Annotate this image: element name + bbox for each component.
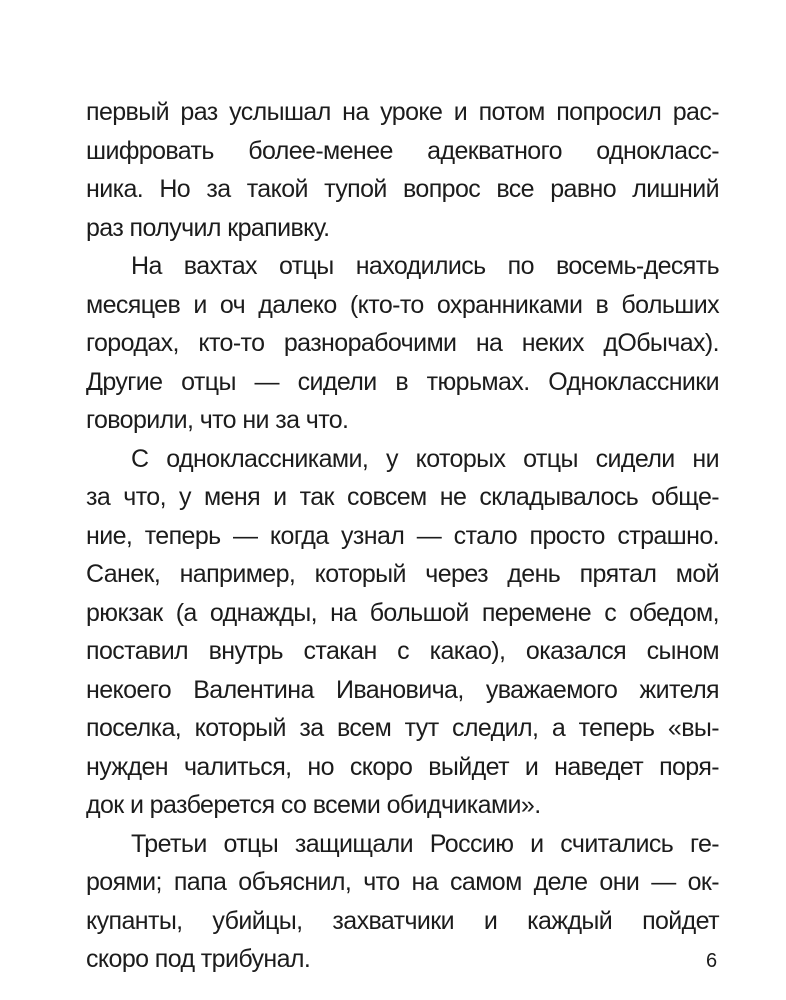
text-line: скоро под трибунал. bbox=[86, 945, 311, 973]
text-line: На вахтах отцы находились по восемь-десять bbox=[131, 252, 719, 280]
text-line: ние, теперь — когда узнал — стало просто страшно. bbox=[86, 521, 719, 550]
text-line: поселка, который за всем тут следил, а теперь «вы- bbox=[86, 714, 719, 742]
text-line: шифровать более-менее адекватного однокласс- bbox=[86, 136, 719, 165]
text-line: купанты, убийцы, захватчики и каждый пойдет bbox=[86, 906, 719, 935]
text-line: за что, у меня и так совсем не складывалось обще- bbox=[86, 483, 719, 511]
paragraph-1 bbox=[86, 93, 719, 247]
text-line: некоего Валентина Ивановича, уважаемого жителя bbox=[86, 675, 719, 704]
text-line: роями; папа объяснил, что на самом деле они — ок- bbox=[86, 868, 719, 896]
text-line: ника. Но за такой тупой вопрос все равно лишний bbox=[86, 175, 719, 203]
text-line: городах, кто-то разнорабочими на неких дОбычах). bbox=[86, 329, 719, 357]
page-number: 6 bbox=[706, 950, 718, 972]
page-body bbox=[86, 93, 719, 979]
paragraph-4 bbox=[86, 825, 719, 979]
text-line: месяцев и оч далеко (кто-то охранниками в больших bbox=[86, 290, 719, 319]
text-line: рюкзак (а однажды, на большой перемене с обедом, bbox=[86, 598, 719, 627]
paragraph-2 bbox=[86, 247, 719, 440]
text-line: говорили, что ни за что. bbox=[86, 406, 349, 434]
paragraph-3 bbox=[86, 440, 719, 825]
text-line: Санек, например, который через день прятал мой bbox=[86, 560, 719, 588]
text-line: поставил внутрь стакан с какао), оказался сыном bbox=[86, 637, 719, 665]
text-line: док и разберется со всеми обидчиками». bbox=[86, 791, 541, 819]
text-line: Другие отцы — сидели в тюрьмах. Одноклассники bbox=[86, 367, 719, 396]
text-line: С одноклассниками, у которых отцы сидели ни bbox=[131, 444, 719, 473]
text-line: Третьи отцы защищали Россию и считались ге- bbox=[131, 829, 719, 858]
text-line: первый раз услышал на уроке и потом попросил рас- bbox=[86, 98, 719, 126]
text-line: раз получил крапивку. bbox=[86, 213, 330, 242]
text-line: нужден чалиться, но скоро выйдет и наведет поря- bbox=[86, 752, 719, 781]
